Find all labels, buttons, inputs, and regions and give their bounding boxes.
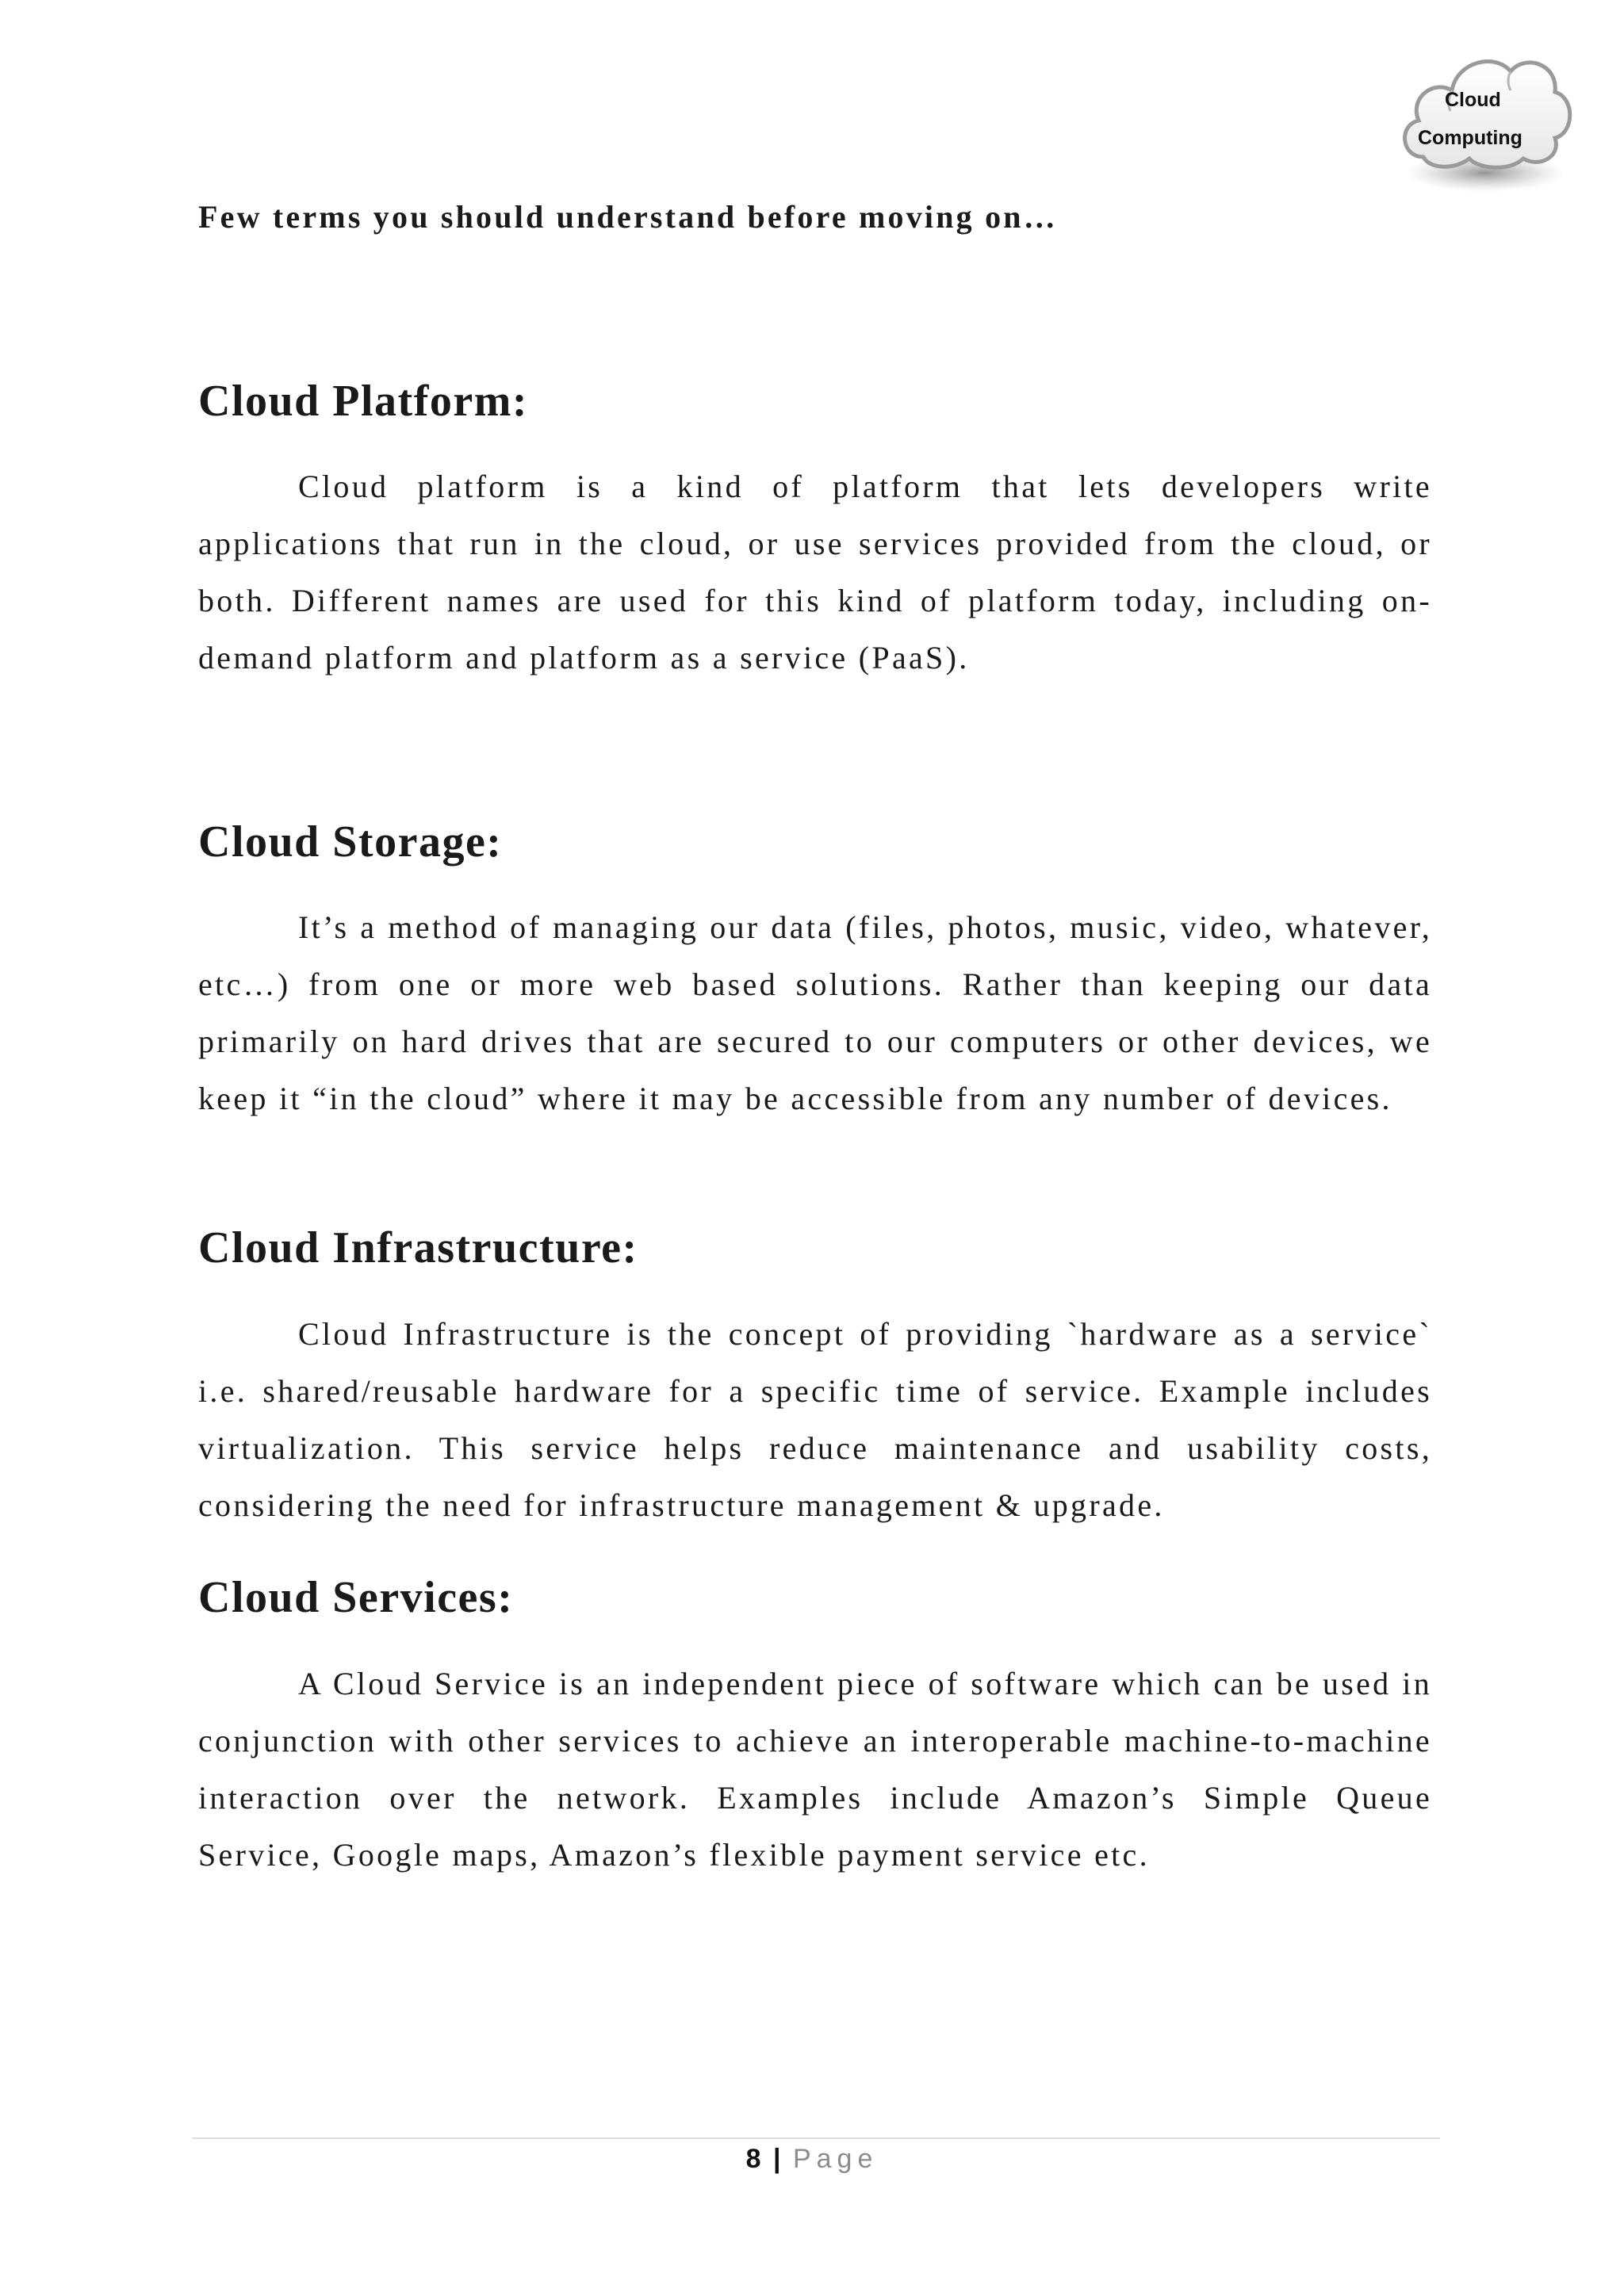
page-label: Page — [792, 2144, 879, 2174]
body-cloud-services: A Cloud Service is an independent piece of software which can be used in conjunction with other services to achieve an interoperable machine-to-machine interaction over the network. Examples include Amazon’s Simple Queue Service, Google maps, Amazon’s flexible payment service etc. — [198, 1666, 1432, 1873]
heading-cloud-services: Cloud Services: — [198, 1573, 514, 1622]
body-cloud-platform: Cloud platform is a kind of platform that lets developers write applications that run in the cloud, or use services provided from the cloud, or both. Different names are used for this kind of platform today, including on-demand platform and platform as a service (PaaS). — [198, 469, 1432, 675]
body-cloud-storage: It’s a method of managing our data (files, photos, music, video, whatever, etc…) from one or more web based solutions. Rather than keeping our data primarily on hard drives that are secured to our computers or other devices, we keep it “in the cloud” where it may be accessible from any number of devices. — [198, 909, 1432, 1116]
page-footer — [0, 2144, 1624, 2175]
footer-divider — [192, 2137, 1440, 2139]
heading-cloud-platform: Cloud Platform: — [198, 377, 529, 426]
cloud-logo-icon — [1392, 22, 1574, 205]
intro-text: Few terms you should understand before moving on… — [198, 199, 1058, 235]
heading-cloud-storage: Cloud Storage: — [198, 817, 503, 867]
body-cloud-infrastructure: Cloud Infrastructure is the concept of providing `hardware as a service` i.e. shared/reusable hardware for a specific time of service. Example includes virtualization. This service helps reduce maintenance and usability costs, considering the need for infrastructure management & upgrade. — [198, 1316, 1432, 1523]
logo-text-computing: Computing — [1418, 127, 1522, 149]
page-separator: | — [773, 2144, 781, 2174]
heading-cloud-infrastructure: Cloud Infrastructure: — [198, 1223, 638, 1272]
logo-text-cloud: Cloud — [1445, 89, 1501, 111]
page-number: 8 — [745, 2144, 761, 2174]
